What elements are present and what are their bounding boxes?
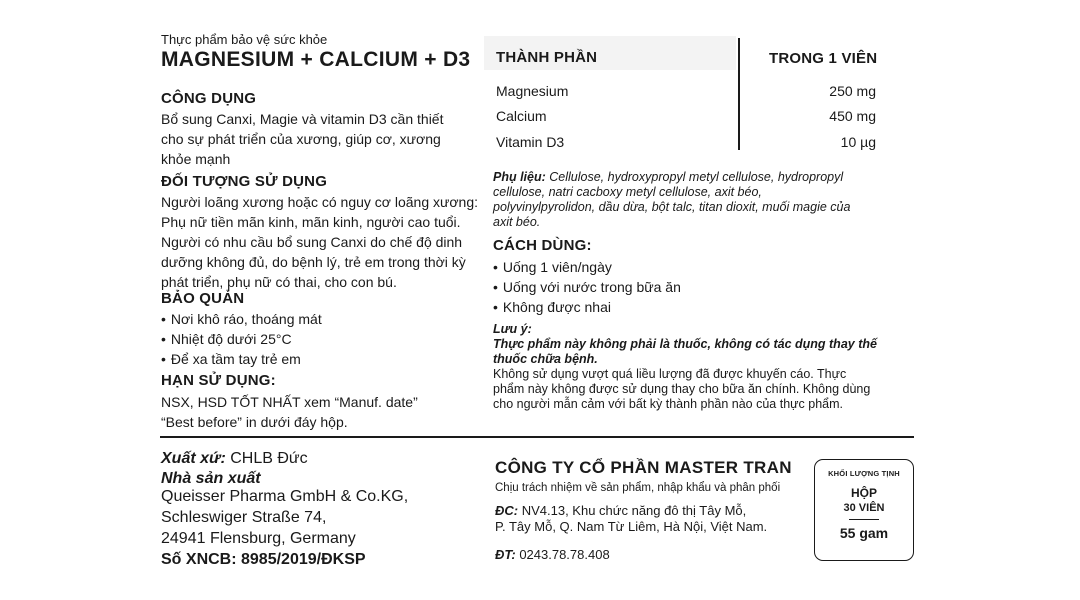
list-item: • Nơi khô ráo, thoáng mát bbox=[161, 309, 322, 329]
company-address bbox=[495, 503, 767, 535]
expiry-line: NSX, HSD TỐT NHẤT xem “Manuf. date” bbox=[161, 394, 418, 410]
note-label: Lưu ý: bbox=[493, 322, 532, 336]
manufacturer-line: Queisser Pharma GmbH & Co.KG, bbox=[161, 488, 409, 505]
excipients-line: axit béo. bbox=[493, 215, 541, 229]
list-item: • Nhiệt độ dưới 25°C bbox=[161, 329, 322, 349]
ingredient-name: Vitamin D3 bbox=[496, 134, 565, 150]
uses-text bbox=[161, 109, 443, 169]
excipients-line: Cellulose, hydroxypropyl metyl cellulose, hydropropyl bbox=[545, 170, 844, 184]
target-line: Người loãng xương hoặc có nguy cơ loãng xương: bbox=[161, 194, 479, 210]
list-item: • Uống với nước trong bữa ăn bbox=[493, 277, 681, 297]
target-line: dưỡng không đủ, do bệnh lý, trẻ em trong thời kỳ bbox=[161, 254, 466, 270]
origin bbox=[161, 448, 308, 469]
usage-heading: CÁCH DÙNG: bbox=[493, 237, 592, 254]
section-divider bbox=[160, 436, 914, 438]
manufacturer-address bbox=[161, 486, 408, 549]
phone-label: ĐT: bbox=[495, 547, 516, 562]
table-col-per-tablet: TRONG 1 VIÊN bbox=[769, 50, 878, 67]
table-divider bbox=[738, 38, 740, 150]
company-name: CÔNG TY CỔ PHẦN MASTER TRAN bbox=[495, 458, 792, 477]
uses-line: khỏe mạnh bbox=[161, 151, 231, 167]
product-category: Thực phẩm bảo vệ sức khỏe bbox=[161, 32, 328, 47]
origin-value: CHLB Đức bbox=[225, 450, 308, 467]
target-heading: ĐỐI TƯỢNG SỬ DỤNG bbox=[161, 173, 328, 190]
manufacturer-line: Schleswiger Straße 74, bbox=[161, 509, 327, 526]
note-bold-line: thuốc chữa bệnh. bbox=[493, 352, 598, 366]
list-item: • Để xa tầm tay trẻ em bbox=[161, 349, 322, 369]
note-bold-line: Thực phẩm này không phải là thuốc, không có tác dụng thay thế bbox=[493, 337, 877, 351]
target-line: phát triển, phụ nữ có thai, cho con bú. bbox=[161, 274, 397, 290]
address-line: P. Tây Mỗ, Q. Nam Từ Liêm, Hà Nội, Việt Nam. bbox=[495, 519, 768, 534]
storage-heading: BẢO QUẢN bbox=[161, 290, 245, 307]
phone-value: 0243.78.78.408 bbox=[515, 547, 610, 562]
excipients-label: Phụ liệu: bbox=[493, 170, 546, 184]
list-item: • Uống 1 viên/ngày bbox=[493, 257, 681, 277]
excipients bbox=[493, 170, 913, 230]
company-phone bbox=[495, 547, 610, 562]
note-block bbox=[493, 322, 913, 412]
excipients-line: polyvinylpyrolidon, dầu dừa, bột talc, titan dioxit, muối magie của bbox=[493, 200, 851, 214]
ingredient-value: 450 mg bbox=[829, 108, 876, 124]
address-label: ĐC: bbox=[495, 503, 519, 518]
address-line: NV4.13, Khu chức năng đô thị Tây Mỗ, bbox=[518, 503, 747, 518]
net-box-weight: 55 gam bbox=[839, 525, 889, 541]
list-item: • Không được nhai bbox=[493, 297, 681, 317]
net-weight-label: KHỐI LƯỢNG TỊNH bbox=[828, 469, 900, 478]
ingredient-name: Calcium bbox=[496, 108, 547, 124]
net-box-divider bbox=[849, 519, 879, 520]
product-title: MAGNESIUM + CALCIUM + D3 bbox=[161, 48, 471, 71]
net-weight-box bbox=[814, 459, 914, 561]
excipients-line: cellulose, natri cacboxy metyl cellulose, axit béo, bbox=[493, 185, 762, 199]
target-line: Người có nhu cầu bổ sung Canxi do chế độ dinh bbox=[161, 234, 463, 250]
ingredient-name: Magnesium bbox=[496, 83, 569, 99]
target-text bbox=[161, 192, 478, 292]
note-line: Không sử dụng vượt quá liều lượng đã được khuyến cáo. Thực bbox=[493, 367, 847, 381]
expiry-text bbox=[161, 392, 418, 432]
expiry-line: “Best before” in dưới đáy hộp. bbox=[161, 414, 348, 430]
usage-list bbox=[493, 257, 681, 317]
note-line: phẩm này không được sử dụng thay cho bữa ăn chính. Không dùng bbox=[493, 382, 871, 396]
note-line: cho người mẫn cảm với bất kỳ thành phần nào của thực phẩm. bbox=[493, 397, 843, 411]
net-box-count: 30 VIÊN bbox=[843, 502, 885, 514]
table-col-ingredient: THÀNH PHẦN bbox=[496, 49, 598, 66]
uses-line: cho sự phát triển của xương, giúp cơ, xương bbox=[161, 131, 441, 147]
manufacturer-line: 24941 Flensburg, Germany bbox=[161, 530, 356, 547]
company-responsibility: Chịu trách nhiệm về sản phẩm, nhập khẩu và phân phối bbox=[495, 482, 781, 494]
uses-heading: CÔNG DỤNG bbox=[161, 90, 257, 107]
net-box-unit: HỘP bbox=[850, 486, 877, 500]
manufacturer-label: Nhà sản xuất bbox=[161, 470, 261, 487]
registration-number: Số XNCB: 8985/2019/ĐKSP bbox=[161, 551, 366, 568]
ingredient-value: 10 µg bbox=[840, 134, 876, 150]
storage-list bbox=[161, 309, 322, 369]
target-line: Phụ nữ tiền mãn kinh, mãn kinh, người cao tuổi. bbox=[161, 214, 461, 230]
ingredient-value: 250 mg bbox=[829, 83, 876, 99]
expiry-heading: HẠN SỬ DỤNG: bbox=[161, 372, 276, 389]
uses-line: Bổ sung Canxi, Magie và vitamin D3 cần thiết bbox=[161, 111, 444, 127]
origin-label: Xuất xứ: bbox=[161, 450, 226, 467]
